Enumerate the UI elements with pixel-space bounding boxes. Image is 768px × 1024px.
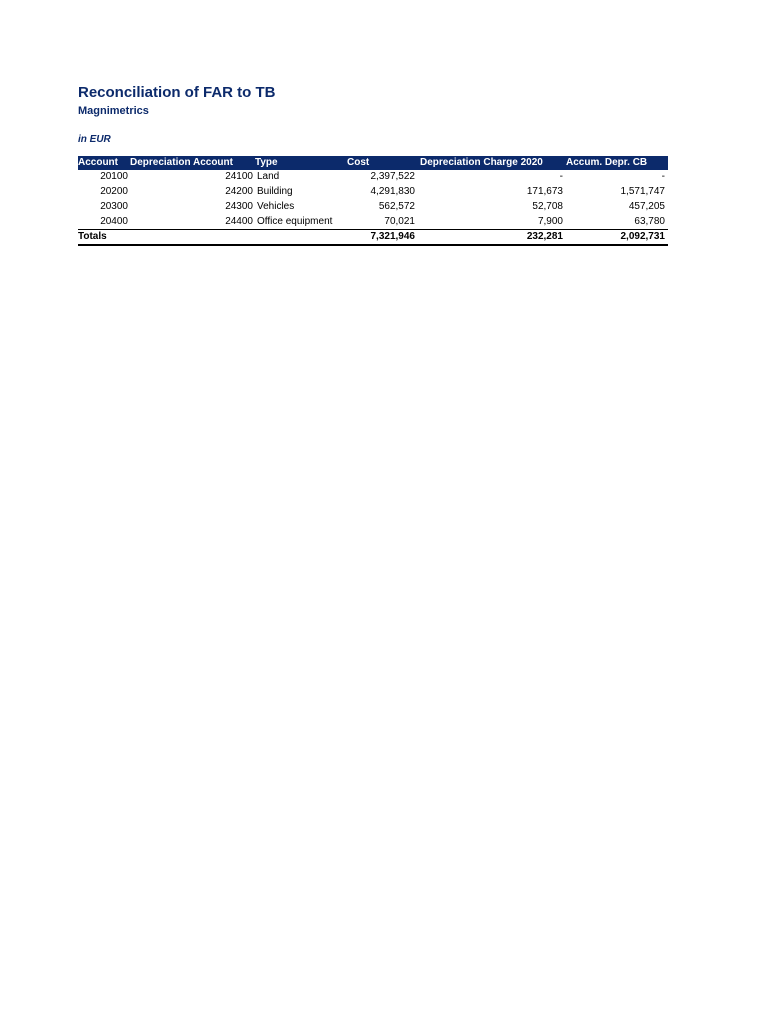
- cell-cost: 4,291,830: [370, 186, 415, 198]
- cell-depreciation-account: 24300: [225, 200, 253, 212]
- table-row: [78, 170, 668, 185]
- cell-cost: 70,021: [344, 214, 418, 229]
- header-cost: Cost: [344, 156, 418, 170]
- report-sheet: [78, 84, 668, 246]
- company-name: Magnimetrics: [78, 105, 149, 117]
- totals-label: Totals: [78, 230, 130, 246]
- table-header-row: [78, 156, 668, 170]
- table-row: [78, 214, 668, 229]
- totals-empty-cell: [255, 230, 344, 246]
- header-accum-depr: Accum. Depr. CB: [566, 156, 668, 170]
- cell-accum-depr: 63,780: [566, 214, 668, 229]
- cell-type: Building: [257, 186, 293, 198]
- cell-account: 20400: [78, 214, 130, 229]
- cell-type: Land: [257, 171, 280, 183]
- cell-depreciation-charge: 52,708: [532, 200, 563, 212]
- cell-cost: 562,572: [378, 200, 415, 212]
- cell-type: Office equipment: [255, 214, 344, 229]
- cell-account: 20200: [100, 186, 128, 198]
- header-depreciation-account: Depreciation Account: [130, 156, 255, 170]
- cell-type: Vehicles: [257, 200, 295, 212]
- table-row: [78, 185, 668, 200]
- totals-row: [78, 230, 668, 246]
- report-title: Reconciliation of FAR to TB: [78, 84, 276, 101]
- totals-cost: 7,321,946: [344, 230, 418, 246]
- totals-depreciation-charge: 232,281: [418, 230, 566, 246]
- cell-account: 20300: [100, 200, 128, 212]
- cell-depreciation-account: 24100: [225, 171, 253, 183]
- header-type: Type: [255, 156, 344, 170]
- header-account: Account: [78, 156, 130, 170]
- cell-depreciation-charge: -: [559, 171, 563, 183]
- cell-depreciation-charge: 171,673: [526, 186, 563, 198]
- totals-accum-depr: 2,092,731: [566, 230, 668, 246]
- table-row: [78, 200, 668, 215]
- cell-cost: 2,397,522: [370, 171, 415, 183]
- cell-accum-depr: 457,205: [628, 200, 665, 212]
- cell-depreciation-account: 24400: [130, 214, 255, 229]
- currency-note: in EUR: [78, 134, 111, 145]
- cell-account: 20100: [100, 171, 128, 183]
- cell-accum-depr: 1,571,747: [620, 186, 665, 198]
- cell-depreciation-account: 24200: [225, 186, 253, 198]
- header-depreciation-charge: Depreciation Charge 2020: [418, 156, 566, 170]
- totals-empty-cell: [130, 230, 255, 246]
- cell-depreciation-charge: 7,900: [418, 214, 566, 229]
- reconciliation-table: [78, 156, 668, 246]
- cell-accum-depr: -: [661, 171, 665, 183]
